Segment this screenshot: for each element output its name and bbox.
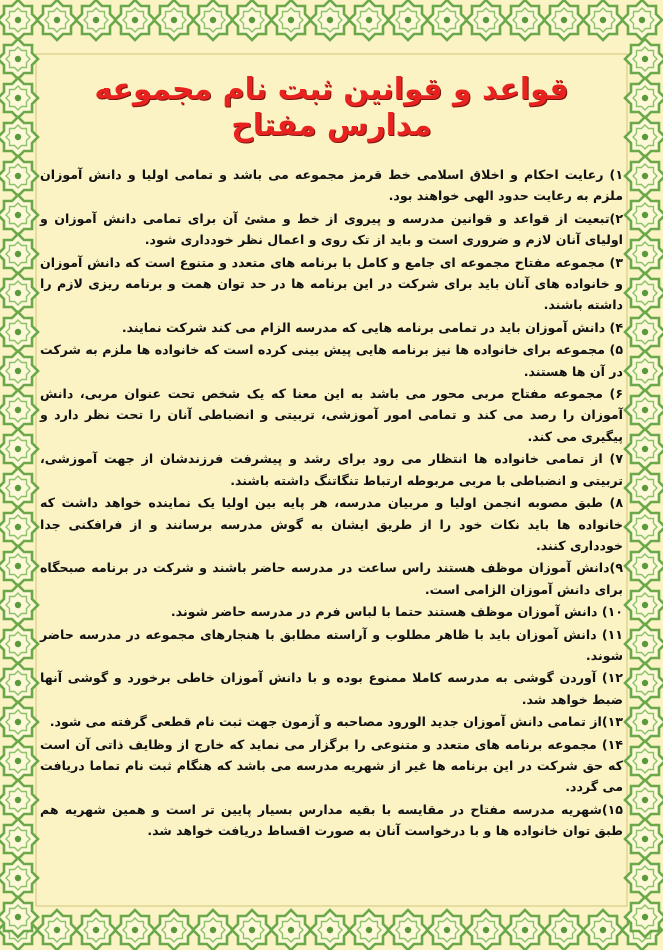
rule-item: ۱۵)شهریه مدرسه مفتاح در مقایسه با بقیه مدارس بسیار پایین تر است و همین شهریه هم طبق توان خانواده ها و با درخواست آنان به صورت اقساط دریافت خواهد شد.	[40, 801, 623, 839]
border-ornament	[625, 312, 663, 352]
border-ornament	[0, 117, 38, 157]
border-ornament	[0, 429, 38, 469]
border-ornament	[625, 117, 663, 157]
rule-item: ۱۰) دانش آموزان موظف هستند حتما با لباس فرم در مدرسه حاضر شوند.	[170, 604, 623, 620]
border-ornament	[625, 663, 663, 703]
content-area	[40, 60, 623, 900]
border-ornament	[625, 624, 663, 664]
border-ornament	[625, 234, 663, 274]
border-ornament	[625, 78, 663, 118]
border-ornament	[0, 780, 38, 820]
border-ornament	[232, 910, 272, 950]
border-ornament	[388, 910, 428, 950]
rule-item: ۸) طبق مصوبه انجمن اولیا و مربیان مدرسه، هر پایه بین اولیا یک نماینده خواهد داشت که خانواده ها باید نکات خود را از طریق ایشان به گوش مدرسه برسانند و از فرافکنی جدا خودداری کنند.	[40, 495, 623, 553]
border-ornament	[154, 910, 194, 950]
border-ornament	[583, 0, 623, 40]
rules-list	[40, 164, 623, 842]
border-ornament	[0, 156, 38, 196]
border-ornament	[0, 312, 38, 352]
border-ornament	[625, 702, 663, 742]
border-ornament	[544, 910, 584, 950]
rule-item: ۱۱) دانش آموزان باید با ظاهر مطلوب و آراسته مطابق با هنجارهای مجموعه در مدرسه حاضر شوند.	[40, 626, 623, 663]
border-ornament	[625, 156, 663, 196]
rule-item: ۱۳)از تمامی دانش آموزان جدید الورود مصاحبه و آزمون جهت ثبت نام قطعی گرفته می شود.	[49, 714, 623, 730]
border-ornament	[115, 0, 155, 40]
border-ornament	[349, 910, 389, 950]
border-ornament	[349, 0, 389, 40]
border-ornament	[388, 0, 428, 40]
border-ornament	[466, 910, 506, 950]
border-ornament	[625, 390, 663, 430]
border-ornament	[271, 0, 311, 40]
border-ornament	[625, 273, 663, 313]
border-ornament	[0, 39, 38, 79]
border-ornament	[0, 273, 38, 313]
border-ornament	[583, 910, 623, 950]
rule-item: ۶) مجموعه مفتاح مربی محور می باشد به این معنا که یک شخص تحت عنوان مربی، دانش آموزان را رصد می کند و تمامی امور آموزشی، تربیتی و انضباطی آنان را تحت نظر دارد و پیگیری می کند.	[40, 386, 623, 444]
border-ornament	[0, 78, 38, 118]
border-ornament	[271, 910, 311, 950]
rule-item: ۱۴) مجموعه برنامه های متعدد و متنوعی را برگزار می نماید که خارج از وظایف ذاتی آن است که حق شرکت در این برنامه ها غیر از شهریه مدرسه می باشد که هنگام ثبت نام تماما دریافت می گردد.	[40, 736, 623, 795]
border-ornament	[625, 429, 663, 469]
border-ornament	[0, 585, 38, 625]
rule-item: ۱۲) آوردن گوشی به مدرسه کاملا ممنوع بوده و با دانش آموزان خاطی برخورد و گوشی آنها ضبط خواهد شد.	[40, 670, 623, 707]
border-ornament	[310, 910, 350, 950]
border-ornament	[0, 858, 38, 898]
border-ornament	[625, 351, 663, 391]
rule-item: ۷) از تمامی خانواده ها انتظار می رود برای رشد و پیشرفت فرزندشان از جهت آموزشی، تربیتی و انضباطی با مربی مربوطه ارتباط تنگاتنگ داشته باشند.	[40, 451, 623, 488]
border-ornament	[625, 858, 663, 898]
border-ornament	[0, 897, 38, 937]
border-ornament	[505, 910, 545, 950]
border-ornament	[625, 468, 663, 508]
border-ornament	[544, 0, 584, 40]
border-ornament	[0, 507, 38, 547]
rule-item: ۵) مجموعه برای خانواده ها نیز برنامه هایی پیش بینی کرده است که خانواده ها ملزم به شرکت در آن ها هستند.	[40, 342, 623, 379]
page-title: قواعد و قوانین ثبت نام مجموعه مدارس مفتاح	[94, 72, 569, 143]
border-ornament	[0, 702, 38, 742]
border-ornament	[0, 741, 38, 781]
border-ornament	[625, 897, 663, 937]
border-ornament	[0, 546, 38, 586]
border-ornament	[0, 390, 38, 430]
rule-item: ۹)دانش آموزان موظف هستند راس ساعت در مدرسه حاضر باشند و شرکت در برنامه صبحگاه برای دانش آموزان الزامی است.	[40, 560, 623, 597]
border-ornament	[232, 0, 272, 40]
border-ornament	[427, 910, 467, 950]
border-ornament	[0, 234, 38, 274]
border-ornament	[466, 0, 506, 40]
border-ornament	[76, 910, 116, 950]
border-ornament	[625, 195, 663, 235]
border-ornament	[0, 819, 38, 859]
border-ornament	[0, 468, 38, 508]
border-ornament	[310, 0, 350, 40]
border-ornament	[427, 0, 467, 40]
border-ornament	[0, 624, 38, 664]
border-ornament	[37, 910, 77, 950]
border-ornament	[37, 0, 77, 40]
border-ornament	[625, 585, 663, 625]
border-ornament	[625, 741, 663, 781]
rule-item: ۴) دانش آموزان باید در تمامی برنامه هایی که مدرسه الزام می کند شرکت نمایند.	[121, 319, 623, 335]
border-ornament	[0, 0, 38, 40]
border-ornament	[622, 0, 662, 40]
border-ornament	[625, 819, 663, 859]
rule-item: ۱) رعایت احکام و اخلاق اسلامی خط قرمز مجموعه می باشد و تمامی اولیا و دانش آموزان ملزم به رعایت حدود الهی خواهند بود.	[40, 167, 623, 204]
border-ornament	[193, 910, 233, 950]
border-ornament	[154, 0, 194, 40]
border-ornament	[0, 663, 38, 703]
border-ornament	[76, 0, 116, 40]
border-ornament	[0, 351, 38, 391]
border-ornament	[115, 910, 155, 950]
border-ornament	[193, 0, 233, 40]
border-ornament	[625, 39, 663, 79]
border-ornament	[505, 0, 545, 40]
rule-item: ۲)تبعیت از قواعد و قوانین مدرسه و پیروی از خط و مشئ آن برای تمامی دانش آموزان و اولیای آنان لازم و ضروری است و باید از تک روی و اعمال نظر خودداری شود.	[40, 210, 623, 248]
border-ornament	[625, 546, 663, 586]
border-ornament	[625, 780, 663, 820]
rule-item: ۳) مجموعه مفتاح مجموعه ای جامع و کامل با برنامه های متعدد و متنوع است که دانش آموزان و خانواده های آنان باید برای شرکت در این برنامه ها در حد توان همت و برنامه ریزی لازم را داشته باشند.	[40, 254, 623, 313]
border-ornament	[625, 507, 663, 547]
border-ornament	[0, 195, 38, 235]
